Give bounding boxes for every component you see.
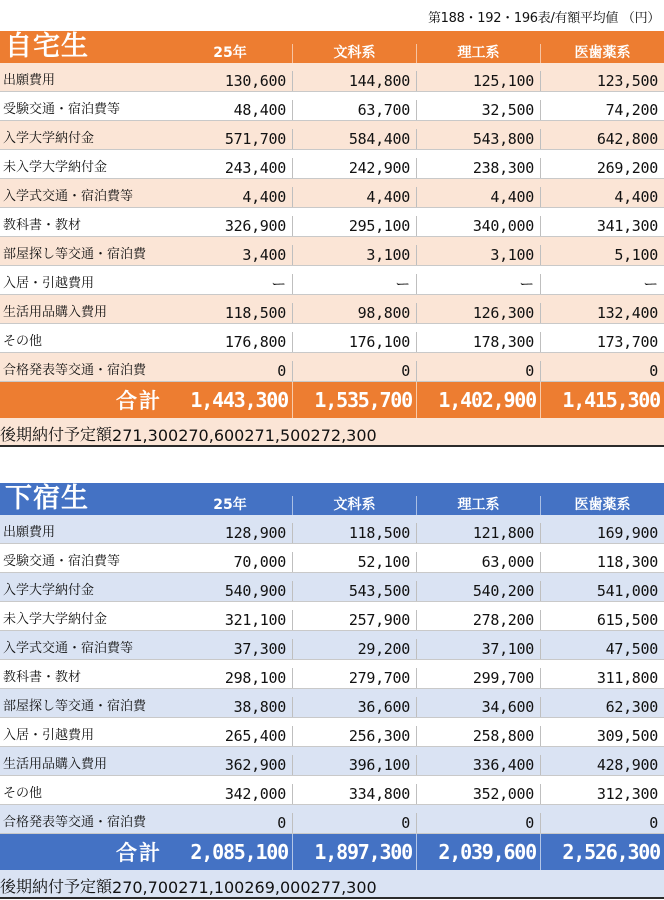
table-row [0, 92, 664, 121]
cell-value: 130,600 [224, 72, 286, 90]
row-label: 出願費用 [3, 525, 56, 540]
cell-value: 176,800 [224, 333, 286, 351]
row-label: 教科書・教材 [3, 670, 82, 685]
cell-value: 279,700 [292, 668, 416, 688]
cell-value: 272,300 [310, 426, 377, 445]
table-row [0, 150, 664, 179]
row-label: 入学式交通・宿泊費等 [3, 641, 134, 656]
total-value: 1,402,900 [416, 382, 540, 418]
table-row [0, 208, 664, 237]
column-header-science: 理工系 [416, 44, 540, 63]
cell-value: 37,100 [416, 639, 540, 659]
cell-value: 341,300 [540, 216, 664, 236]
column-header-humanities: 文科系 [292, 496, 416, 515]
table-row [0, 237, 664, 266]
cell-value: 128,900 [224, 524, 286, 542]
row-label: 出願費用 [3, 73, 56, 88]
cell-value: 4,400 [540, 187, 664, 207]
column-header-science: 理工系 [416, 496, 540, 515]
table-row [0, 573, 664, 602]
cell-value: 428,900 [540, 755, 664, 775]
home-total-row [0, 382, 664, 418]
cell-value: 321,100 [224, 611, 286, 629]
cell-value: 0 [277, 362, 286, 380]
cell-value: 0 [292, 361, 416, 381]
cell-value: 3,400 [242, 246, 286, 264]
cell-value: 4,400 [242, 188, 286, 206]
cell-value: 543,500 [292, 581, 416, 601]
row-label: 入学式交通・宿泊費等 [3, 189, 134, 204]
cell-value: 396,100 [292, 755, 416, 775]
cell-value: 0 [540, 813, 664, 833]
home-header-row [0, 31, 664, 63]
cell-value: 256,300 [292, 726, 416, 746]
total-value: 2,085,100 [190, 840, 288, 864]
column-header-25: 25年 [213, 45, 247, 61]
row-label: 生活用品購入費用 [3, 305, 108, 320]
cell-value: 340,000 [416, 216, 540, 236]
column-header-25: 25年 [213, 497, 247, 513]
home-student-section [0, 31, 664, 447]
row-label: その他 [3, 334, 43, 349]
cell-value: 543,800 [416, 129, 540, 149]
cell-value: 243,400 [224, 159, 286, 177]
cell-value: 642,800 [540, 129, 664, 149]
cell-value: 0 [416, 813, 540, 833]
cell-value: 63,700 [292, 100, 416, 120]
cell-value: 3,100 [416, 245, 540, 265]
cell-value: 295,100 [292, 216, 416, 236]
cell-value: 62,300 [540, 697, 664, 717]
row-label: 後期納付予定額 [0, 877, 113, 896]
cell-value: 540,200 [416, 581, 540, 601]
cell-value: 541,000 [540, 581, 664, 601]
lodge-total-row [0, 834, 664, 870]
row-label: その他 [3, 786, 43, 801]
cell-value: 270,700 [112, 878, 179, 897]
cell-value: 299,700 [416, 668, 540, 688]
cell-value: 74,200 [540, 100, 664, 120]
cell-value: 269,200 [540, 158, 664, 178]
lodge-section-title: 下宿生 [5, 483, 89, 514]
table-row [0, 179, 664, 208]
cell-value: 4,400 [416, 187, 540, 207]
lodging-student-section [0, 483, 664, 899]
cell-value: 118,500 [224, 304, 286, 322]
table-caption: 第188・192・196表/有額平均値 （円） [427, 11, 660, 26]
cell-value: 326,900 [224, 217, 286, 235]
row-label: 生活用品購入費用 [3, 757, 108, 772]
row-label: 部屋探し等交通・宿泊費 [3, 699, 147, 714]
cell-value: 277,300 [310, 878, 377, 897]
cell-value: 362,900 [224, 756, 286, 774]
row-label: 入居・引越費用 [3, 276, 95, 291]
cell-value: 271,100 [178, 878, 245, 897]
row-label: 受験交通・宿泊費等 [3, 554, 121, 569]
cell-value: 257,900 [292, 610, 416, 630]
cell-value: 312,300 [540, 784, 664, 804]
home-section-title: 自宅生 [5, 31, 89, 62]
cell-value: 98,800 [292, 303, 416, 323]
cell-value: 0 [540, 361, 664, 381]
column-header-medical: 医歯薬系 [540, 44, 664, 63]
table-row [0, 718, 664, 747]
home-rows [0, 63, 664, 382]
cell-value: ー [540, 274, 664, 294]
cell-value: 298,100 [224, 669, 286, 687]
home-post-payment-row [0, 418, 664, 447]
cell-value: 32,500 [416, 100, 540, 120]
cell-value: 70,000 [233, 553, 286, 571]
total-value: 1,535,700 [292, 382, 416, 418]
cell-value: 63,000 [416, 552, 540, 572]
cell-value: ー [416, 274, 540, 294]
table-row [0, 776, 664, 805]
cell-value: 121,800 [416, 523, 540, 543]
table-row [0, 747, 664, 776]
table-row [0, 660, 664, 689]
cell-value: 144,800 [292, 71, 416, 91]
cell-value: 584,400 [292, 129, 416, 149]
cell-value: 0 [292, 813, 416, 833]
row-label: 後期納付予定額 [0, 425, 113, 444]
total-label: 合計 [116, 389, 162, 413]
cell-value: 311,800 [540, 668, 664, 688]
table-row [0, 295, 664, 324]
table-row [0, 353, 664, 382]
cell-value: 258,800 [416, 726, 540, 746]
row-label: 合格発表等交通・宿泊費 [3, 363, 147, 378]
cell-value: 123,500 [540, 71, 664, 91]
cell-value: 125,100 [416, 71, 540, 91]
row-label: 未入学大学納付金 [3, 612, 108, 627]
cell-value: 615,500 [540, 610, 664, 630]
cell-value: 52,100 [292, 552, 416, 572]
table-row [0, 63, 664, 92]
column-header-medical: 医歯薬系 [540, 496, 664, 515]
total-value: 2,526,300 [540, 834, 664, 870]
lodge-header-row [0, 483, 664, 515]
cell-value: 265,400 [224, 727, 286, 745]
total-value: 1,415,300 [540, 382, 664, 418]
cell-value: 0 [277, 814, 286, 832]
cell-value: 4,400 [292, 187, 416, 207]
cell-value: 270,600 [178, 426, 245, 445]
table-row [0, 266, 664, 295]
row-label: 教科書・教材 [3, 218, 82, 233]
table-row [0, 515, 664, 544]
row-label: 入学大学納付金 [3, 131, 95, 146]
cell-value: 571,700 [224, 130, 286, 148]
cell-value: 38,800 [233, 698, 286, 716]
table-row [0, 121, 664, 150]
cell-value: 352,000 [416, 784, 540, 804]
table-row [0, 631, 664, 660]
cell-value: 118,300 [540, 552, 664, 572]
cell-value: 242,900 [292, 158, 416, 178]
cell-value: 169,900 [540, 523, 664, 543]
row-label: 部屋探し等交通・宿泊費 [3, 247, 147, 262]
total-value: 1,897,300 [292, 834, 416, 870]
cell-value: 176,100 [292, 332, 416, 352]
cell-value: 336,400 [416, 755, 540, 775]
cell-value: 342,000 [224, 785, 286, 803]
lodge-rows [0, 515, 664, 834]
cell-value: 540,900 [224, 582, 286, 600]
total-value: 1,443,300 [190, 388, 288, 412]
total-label: 合計 [116, 841, 162, 865]
cell-value: 47,500 [540, 639, 664, 659]
cell-value: 269,000 [244, 878, 311, 897]
cell-value: 278,200 [416, 610, 540, 630]
cell-value: 3,100 [292, 245, 416, 265]
cell-value: 126,300 [416, 303, 540, 323]
cell-value: 34,600 [416, 697, 540, 717]
table-row [0, 602, 664, 631]
row-label: 合格発表等交通・宿泊費 [3, 815, 147, 830]
cell-value: 29,200 [292, 639, 416, 659]
table-row [0, 324, 664, 353]
row-label: 受験交通・宿泊費等 [3, 102, 121, 117]
cell-value: 118,500 [292, 523, 416, 543]
cell-value: 334,800 [292, 784, 416, 804]
cell-value: 0 [416, 361, 540, 381]
table-row [0, 544, 664, 573]
cell-value: 309,500 [540, 726, 664, 746]
cell-value: 37,300 [233, 640, 286, 658]
cell-value: 238,300 [416, 158, 540, 178]
row-label: 入居・引越費用 [3, 728, 95, 743]
table-row [0, 689, 664, 718]
row-label: 未入学大学納付金 [3, 160, 108, 175]
cell-value: 132,400 [540, 303, 664, 323]
cell-value: 271,500 [244, 426, 311, 445]
cell-value: 5,100 [540, 245, 664, 265]
cell-value: 271,300 [112, 426, 179, 445]
table-row [0, 805, 664, 834]
cell-value: 173,700 [540, 332, 664, 352]
total-value: 2,039,600 [416, 834, 540, 870]
column-header-humanities: 文科系 [292, 44, 416, 63]
cell-value: ー [271, 275, 286, 293]
cell-value: 178,300 [416, 332, 540, 352]
cell-value: 48,400 [233, 101, 286, 119]
cell-value: ー [292, 274, 416, 294]
row-label: 入学大学納付金 [3, 583, 95, 598]
cell-value: 36,600 [292, 697, 416, 717]
lodge-post-payment-row [0, 870, 664, 899]
